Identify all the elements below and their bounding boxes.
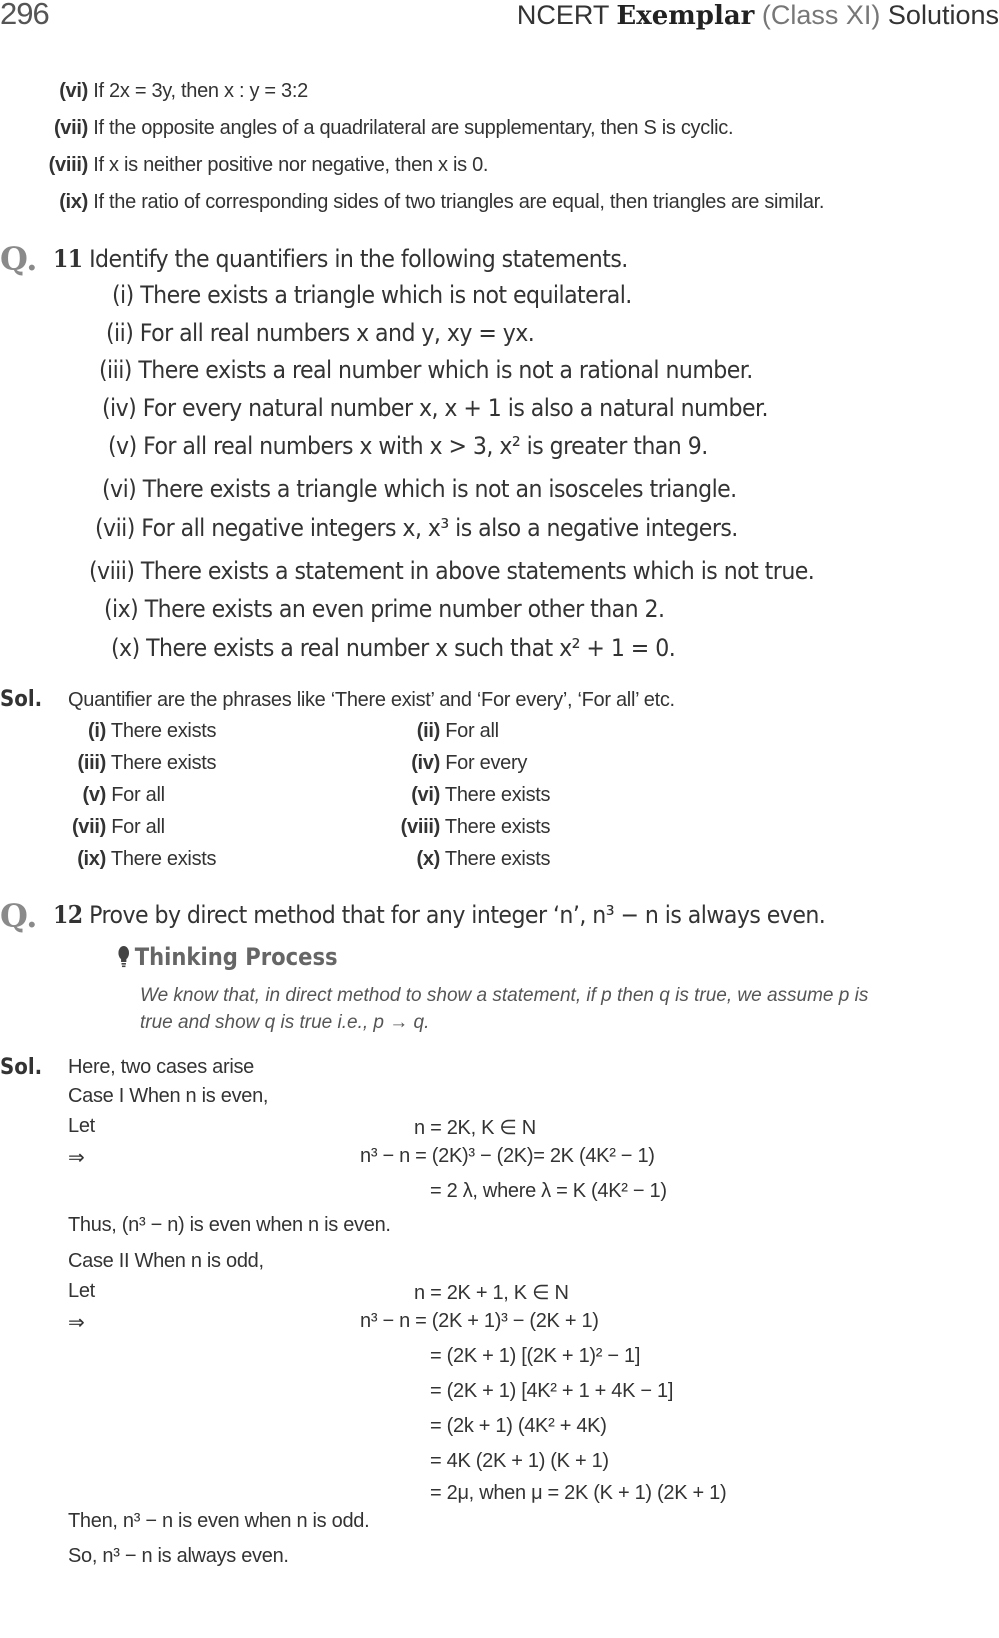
equation-step: = (2K + 1) [(2K + 1)² − 1] bbox=[430, 1345, 641, 1367]
equation: = 2 λ, where λ = K (4K² − 1) bbox=[430, 1180, 667, 1202]
q11-item: (v) For all real numbers x with x > 3, x² is greater than 9. bbox=[108, 432, 708, 460]
q11-item: (iv) For every natural number x, x + 1 is also a natural number. bbox=[102, 394, 768, 422]
final-conclusion: So, n³ − n is always even. bbox=[68, 1545, 289, 1567]
q11-item: (viii) There exists a statement in above statements which is not true. bbox=[89, 557, 815, 585]
answer-item: (v) For all bbox=[82, 784, 165, 806]
solution-marker: Sol. bbox=[0, 687, 43, 712]
q11-item: (i) There exists a triangle which is not equilateral. bbox=[112, 281, 632, 309]
answer-item: (vii) For all bbox=[71, 816, 165, 838]
header-suffix: Solutions bbox=[887, 0, 999, 30]
q11-item: (ii) For all real numbers x and y, xy = yx. bbox=[106, 319, 535, 347]
solution-intro: Quantifier are the phrases like ‘There exist’ and ‘For every’, ‘For all’ etc. bbox=[68, 689, 675, 711]
q11-item: (vi) There exists a triangle which is not an isosceles triangle. bbox=[102, 475, 737, 503]
case-1-conclusion: Thus, (n³ − n) is even when n is even. bbox=[68, 1214, 391, 1236]
equation-step: = 4K (2K + 1) (K + 1) bbox=[430, 1450, 609, 1472]
case-2-title: Case II When n is odd, bbox=[68, 1250, 264, 1272]
q11-item: (x) There exists a real number x such that x² + 1 = 0. bbox=[111, 634, 676, 662]
answer-item: (viii) There exists bbox=[400, 816, 551, 838]
equation: n³ − n = (2K + 1)³ − (2K + 1) bbox=[360, 1310, 599, 1332]
question-12-heading bbox=[0, 897, 37, 935]
answer-item: (ix) There exists bbox=[77, 848, 217, 870]
prev-item: (vi) If 2x = 3y, then x : y = 3:2 bbox=[59, 80, 308, 102]
answer-item: (x) There exists bbox=[416, 848, 551, 870]
equation: n = 2K, K ∈ N bbox=[414, 1117, 536, 1139]
header-bold: Exemplar bbox=[616, 1, 755, 31]
equation: n = 2K + 1, K ∈ N bbox=[414, 1282, 569, 1304]
equation-step: = 2μ, when μ = 2K (K + 1) (2K + 1) bbox=[430, 1482, 727, 1504]
answer-item: (vi) There exists bbox=[411, 784, 551, 806]
header-class: (Class XI) bbox=[761, 0, 881, 30]
equation: n³ − n = (2K)³ − (2K)= 2K (4K² − 1) bbox=[360, 1145, 655, 1167]
thinking-process-text: true and show q is true i.e., p → q. bbox=[140, 1012, 430, 1033]
header-prefix: NCERT bbox=[516, 0, 609, 30]
question-11-heading bbox=[0, 240, 37, 278]
solution-intro: Here, two cases arise bbox=[68, 1056, 254, 1078]
equation-step: = (2k + 1) (4K² + 4K) bbox=[430, 1415, 607, 1437]
answer-item: (i) There exists bbox=[88, 720, 217, 742]
running-header bbox=[517, 0, 999, 31]
let-label: Let bbox=[68, 1280, 95, 1302]
page-number: 296 bbox=[0, 0, 49, 31]
case-2-conclusion: Then, n³ − n is even when n is odd. bbox=[68, 1510, 370, 1532]
question-marker: Q. bbox=[0, 897, 38, 935]
answer-item: (iv) For every bbox=[411, 752, 528, 774]
case-1-title: Case I When n is even, bbox=[68, 1085, 269, 1107]
question-12-title: 12 Prove by direct method that for any integer ‘n’, n³ − n is always even. bbox=[53, 900, 826, 929]
q11-item: (ix) There exists an even prime number other than 2. bbox=[104, 595, 665, 623]
lightbulb-icon bbox=[118, 946, 129, 968]
solution-marker: Sol. bbox=[0, 1055, 43, 1080]
prev-item: (vii) If the opposite angles of a quadrilateral are supplementary, then S is cyclic. bbox=[53, 117, 734, 139]
question-11-title: 11 Identify the quantifiers in the following statements. bbox=[53, 244, 628, 273]
equation-step: = (2K + 1) [4K² + 1 + 4K − 1] bbox=[430, 1380, 674, 1402]
answer-item: (iii) There exists bbox=[77, 752, 217, 774]
question-marker: Q. bbox=[0, 240, 38, 278]
thinking-process-text: We know that, in direct method to show a statement, if p then q is true, we assume p is bbox=[140, 985, 869, 1006]
q11-item: (iii) There exists a real number which is not a rational number. bbox=[99, 356, 753, 384]
prev-item: (ix) If the ratio of corresponding sides of two triangles are equal, then triangles are similar. bbox=[59, 191, 825, 213]
let-label: Let bbox=[68, 1115, 95, 1137]
implies-symbol: ⇒ bbox=[68, 1312, 85, 1334]
prev-item: (viii) If x is neither positive nor negative, then x is 0. bbox=[48, 154, 489, 176]
answer-item: (ii) For all bbox=[416, 720, 499, 742]
thinking-process-heading: Thinking Process bbox=[118, 943, 338, 971]
implies-symbol: ⇒ bbox=[68, 1147, 85, 1169]
q11-item: (vii) For all negative integers x, x³ is also a negative integers. bbox=[95, 514, 738, 542]
